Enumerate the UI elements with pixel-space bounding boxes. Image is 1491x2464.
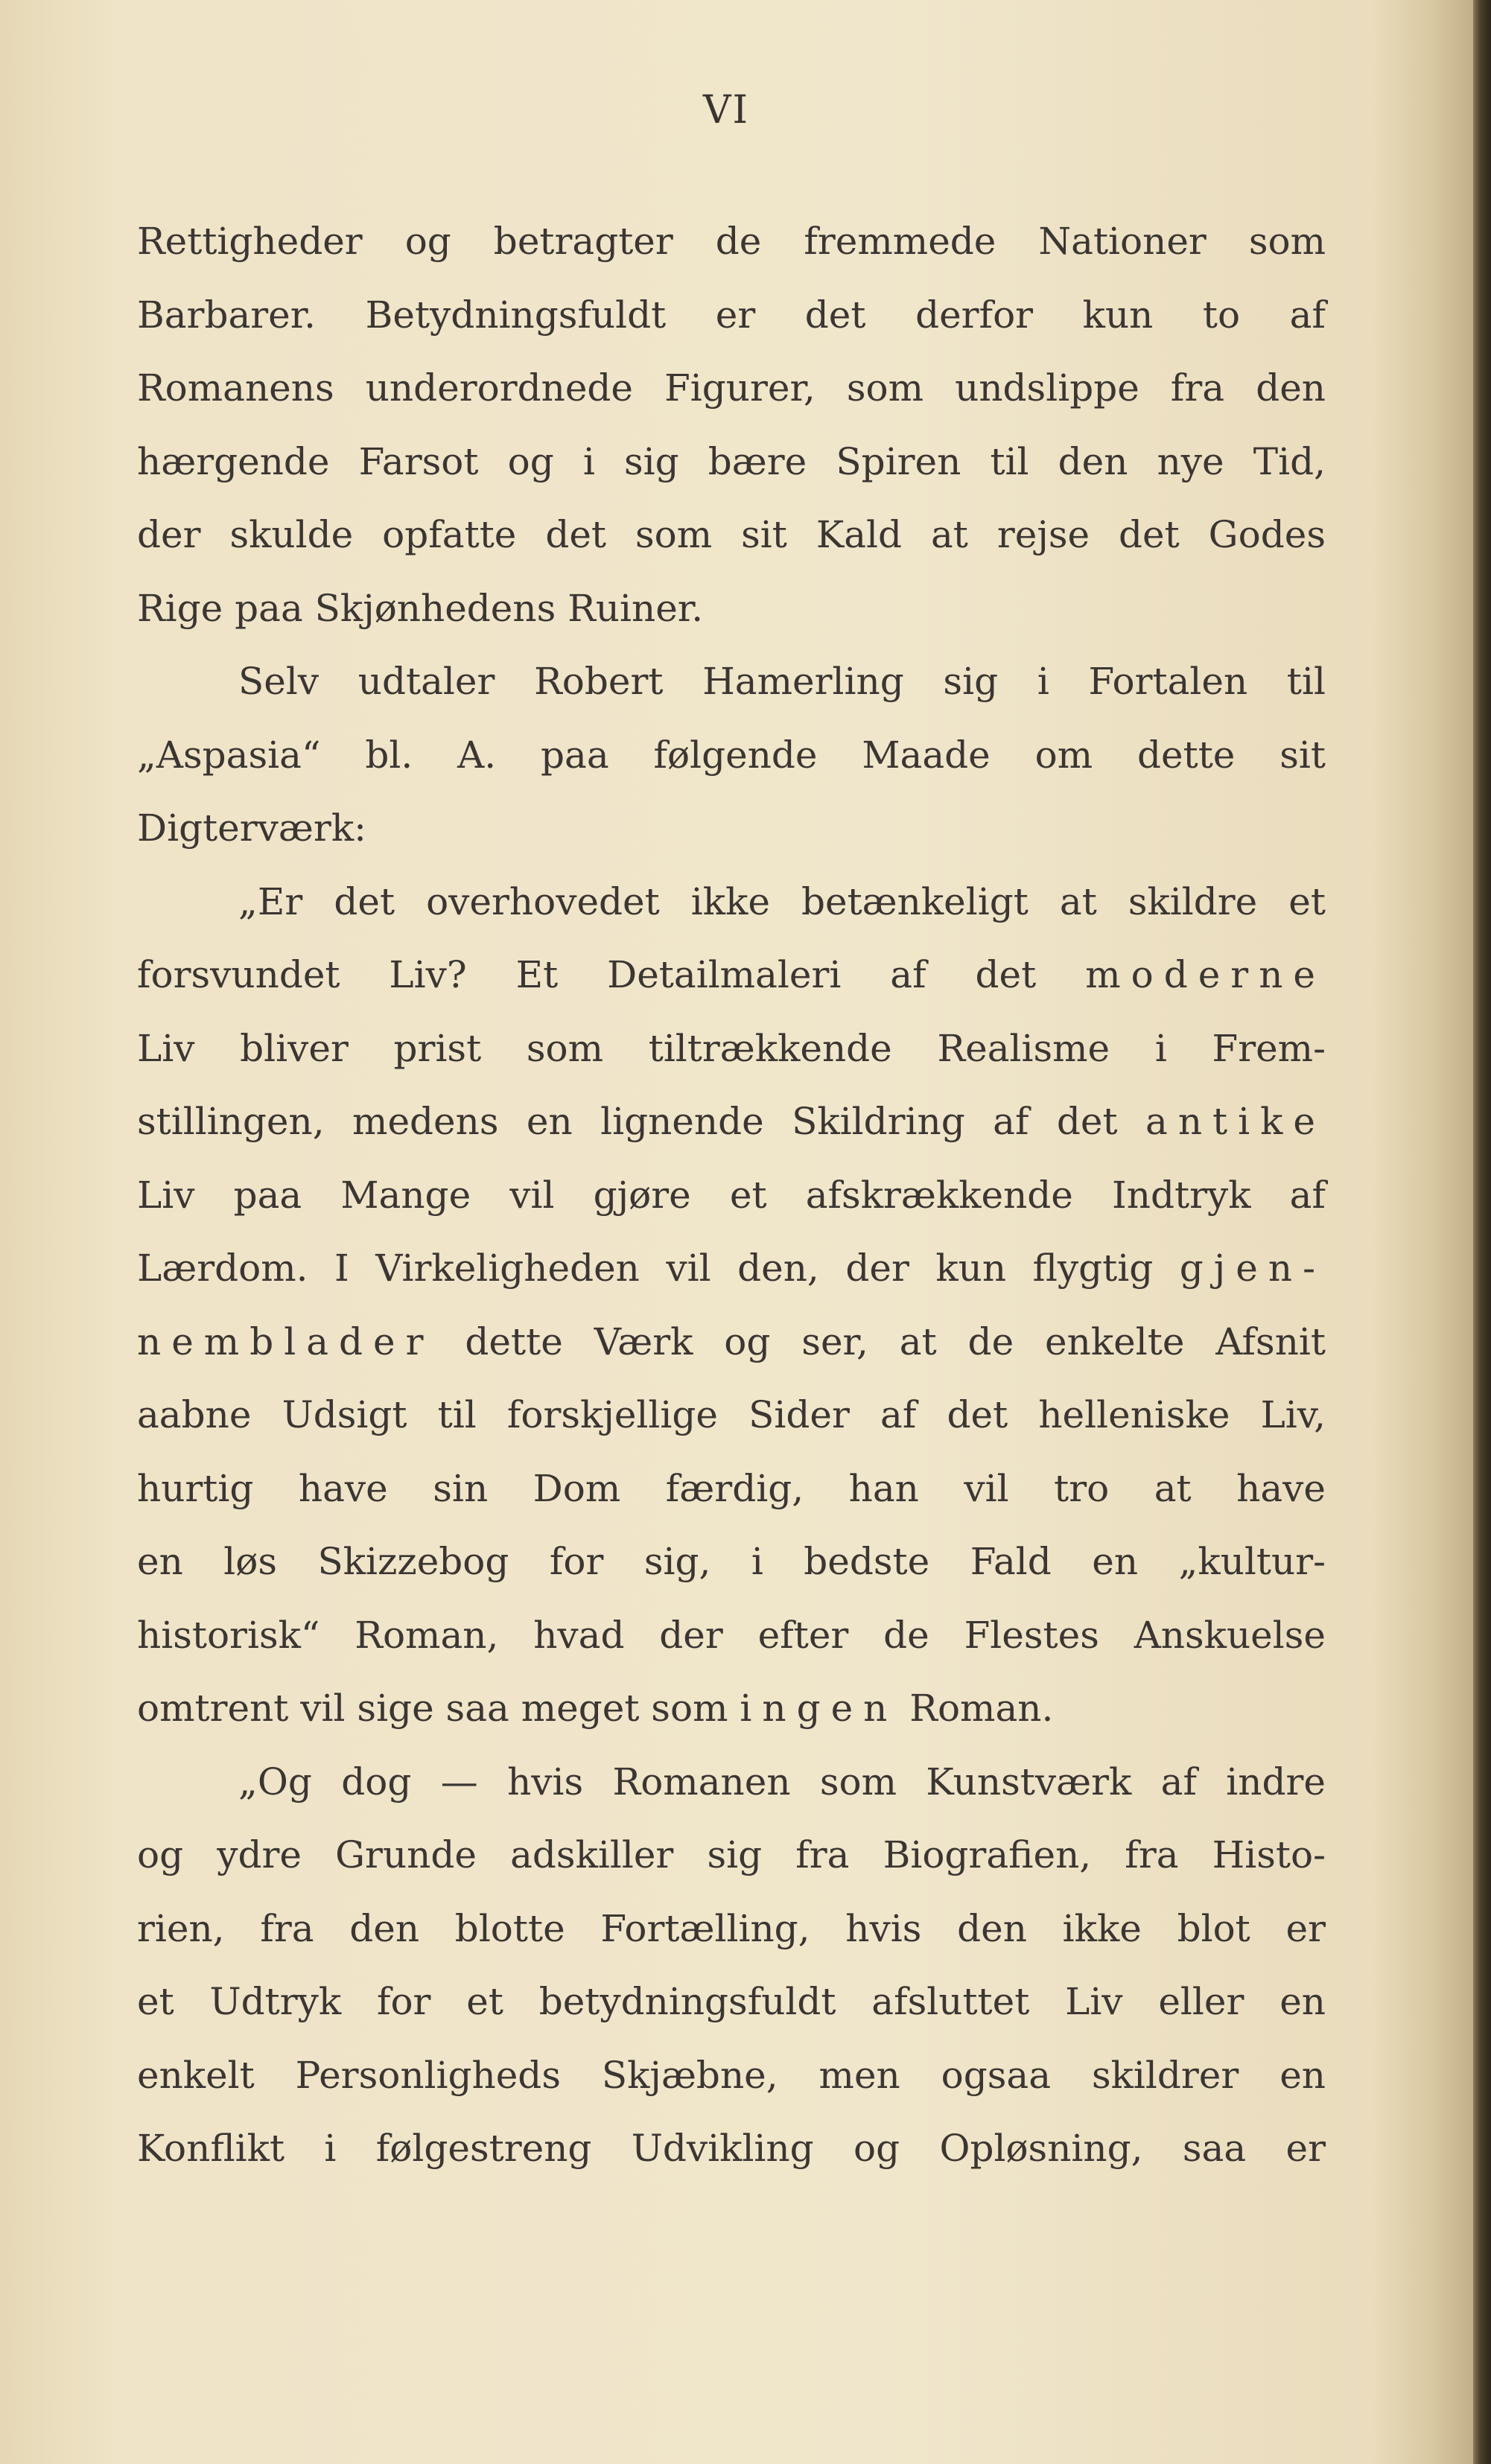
text-line-16-spaced: nemblader: [137, 1319, 434, 1363]
text-line-25: et Udtryk for et betydningsfuldt afsluttet Liv eller en: [137, 1980, 1326, 2023]
text-line-14: Liv paa Mange vil gjøre et afskrækkende Indtryk af: [137, 1173, 1326, 1217]
text-line-12: Liv bliver prist som tiltrækkende Realisme i Frem-: [137, 1026, 1326, 1070]
text-line-4: hærgende Farsot og i sig bære Spiren til den nye Tid,: [137, 439, 1326, 483]
text-line-21-suffix: Roman.: [909, 1687, 1054, 1730]
text-line-3: Romanens underordnede Figurer, som undslippe fra den: [137, 366, 1326, 410]
text-line-18: hurtig have sin Dom færdig, han vil tro at have: [137, 1466, 1326, 1510]
text-line-21-spaced: ingen: [740, 1687, 898, 1730]
book-spine-edge: [1473, 0, 1491, 2464]
text-line-16: [137, 1305, 1326, 1379]
text-line-20: historisk“ Roman, hvad der efter de Flestes Anskuelse: [137, 1613, 1326, 1657]
text-line-11: [137, 938, 1326, 1012]
page-number: VI: [702, 88, 750, 133]
text-line-11-main: forsvundet Liv? Et Detailmaleri af det: [137, 953, 1037, 996]
text-line-26: enkelt Personligheds Skjæbne, men ogsaa skildrer en: [137, 2053, 1326, 2097]
text-line-6: Rige paa Skjønhedens Ruiner.: [137, 586, 704, 630]
text-line-15: [137, 1232, 1326, 1305]
text-line-9: Digterværk:: [137, 806, 366, 850]
text-line-2: Barbarer. Betydningsfuldt er det derfor kun to af: [137, 293, 1326, 337]
text-line-7: Selv udtaler Robert Hamerling sig i Fortalen til: [238, 660, 1326, 703]
text-line-1: Rettigheder og betragter de fremmede Nationer som: [137, 220, 1326, 263]
text-line-19: en løs Skizzebog for sig, i bedste Fald en „kultur-: [137, 1540, 1326, 1583]
text-line-13-spaced: antike: [1145, 1100, 1326, 1143]
text-line-16-main: dette Værk og ser, at de enkelte Afsnit: [465, 1319, 1326, 1363]
text-line-5: der skulde opfatte det som sit Kald at rejse det Godes: [137, 513, 1326, 556]
text-line-8: „Aspasia“ bl. A. paa følgende Maade om dette sit: [137, 733, 1326, 777]
text-line-13-main: stillingen, medens en lignende Skildring af det: [137, 1100, 1118, 1143]
body-text: [137, 205, 1326, 2186]
text-line-22: „Og dog — hvis Romanen som Kunstværk af indre: [238, 1760, 1326, 1804]
text-line-11-spaced: moderne: [1085, 953, 1326, 996]
text-line-21-main: omtrent vil sige saa meget som: [137, 1687, 728, 1730]
text-line-15-spaced: gjen-: [1179, 1247, 1326, 1290]
text-line-15-main: Lærdom. I Virkeligheden vil den, der kun flygtig: [137, 1247, 1154, 1290]
text-line-23: og ydre Grunde adskiller sig fra Biografien, fra Histo-: [137, 1833, 1326, 1876]
text-line-21: [137, 1672, 1326, 1745]
text-line-17: aabne Udsigt til forskjellige Sider af det helleniske Liv,: [137, 1393, 1326, 1436]
text-line-13: [137, 1085, 1326, 1159]
text-line-27: Konflikt i følgestreng Udvikling og Opløsning, saa er: [137, 2127, 1326, 2170]
text-line-10: „Er det overhovedet ikke betænkeligt at skildre et: [238, 879, 1326, 923]
text-line-24: rien, fra den blotte Fortælling, hvis den ikke blot er: [137, 1906, 1326, 1950]
